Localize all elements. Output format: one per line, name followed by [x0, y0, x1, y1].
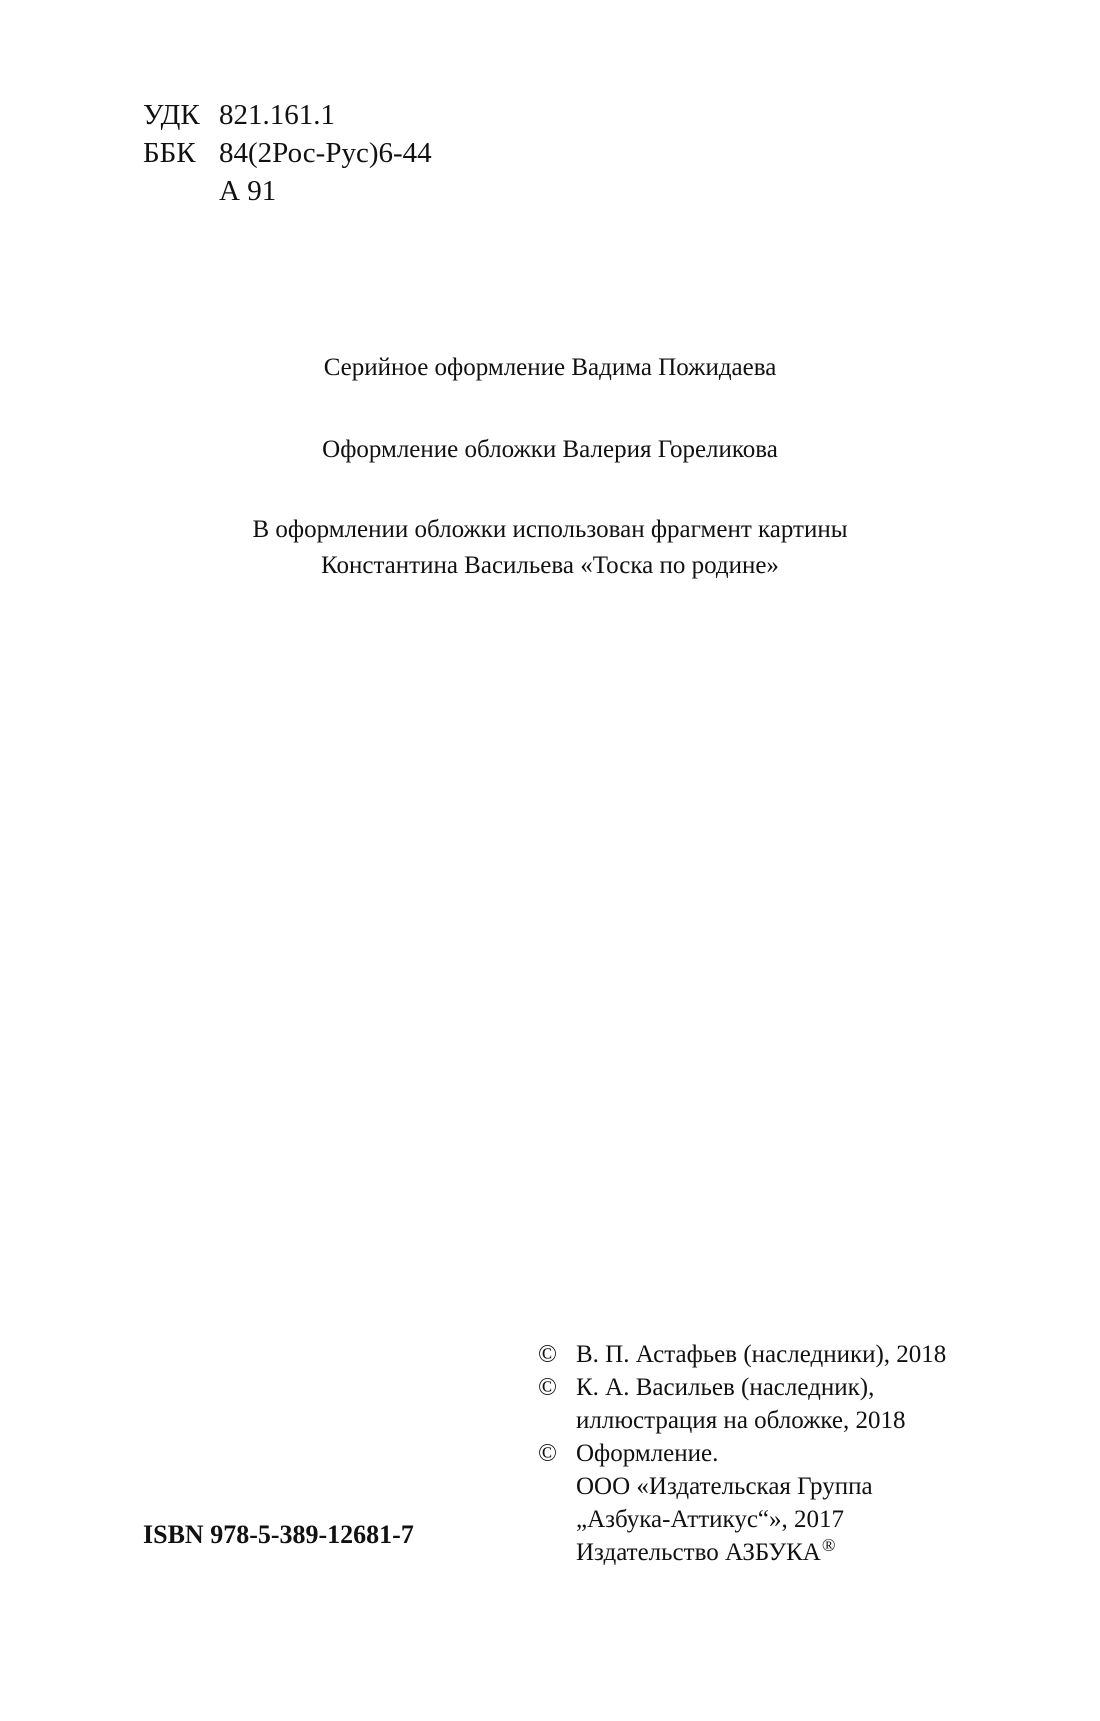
- publisher-name: Издательство АЗБУКА: [576, 1539, 821, 1566]
- author-mark: А 91: [219, 175, 277, 207]
- copyright-item-illustration: [538, 1371, 946, 1437]
- copyright-symbol: ©: [538, 1440, 557, 1467]
- copyright-line-publisher: [576, 1536, 946, 1569]
- painting-credit-line-1: В оформлении обложки использован фрагмент картины: [252, 516, 848, 543]
- copyright-line: Оформление.: [576, 1440, 719, 1467]
- copyright-line: „Азбука-Аттикус“», 2017: [576, 1506, 845, 1533]
- classification-block: [143, 96, 432, 210]
- copyright-item-design: [538, 1437, 946, 1569]
- series-design-line: Серийное оформление Вадима Пожидаева: [323, 354, 777, 381]
- isbn: ISBN 978-5-389-12681-7: [143, 1520, 414, 1549]
- bbk-value: 84(2Рос-Рус)6-44: [219, 137, 432, 169]
- registered-trademark-icon: ®: [821, 1534, 836, 1555]
- udk-value: 821.161.1: [219, 99, 335, 131]
- copyright-symbol: ©: [538, 1374, 557, 1401]
- author-mark-row: [143, 172, 432, 210]
- copyright-line: иллюстрация на обложке, 2018: [576, 1407, 906, 1434]
- bbk-label: ББК: [143, 137, 196, 169]
- copyright-symbol: ©: [538, 1341, 557, 1368]
- bbk-row: [143, 134, 432, 172]
- copyright-item-author: [538, 1338, 946, 1371]
- painting-credit-line-2: Константина Васильева «Тоска по родине»: [321, 552, 779, 579]
- copyright-line: К. А. Васильев (наследник),: [576, 1374, 875, 1401]
- copyright-line: ООО «Издательская Группа: [576, 1473, 873, 1500]
- cover-design-credit: [0, 432, 1100, 468]
- copyright-line: В. П. Астафьев (наследники), 2018: [576, 1341, 947, 1368]
- painting-credit: [0, 512, 1100, 584]
- cover-design-line: Оформление обложки Валерия Гореликова: [322, 436, 778, 463]
- series-design-credit: [0, 350, 1100, 386]
- copyright-block: [538, 1338, 946, 1569]
- udk-label: УДК: [143, 99, 200, 131]
- udk-row: [143, 96, 432, 134]
